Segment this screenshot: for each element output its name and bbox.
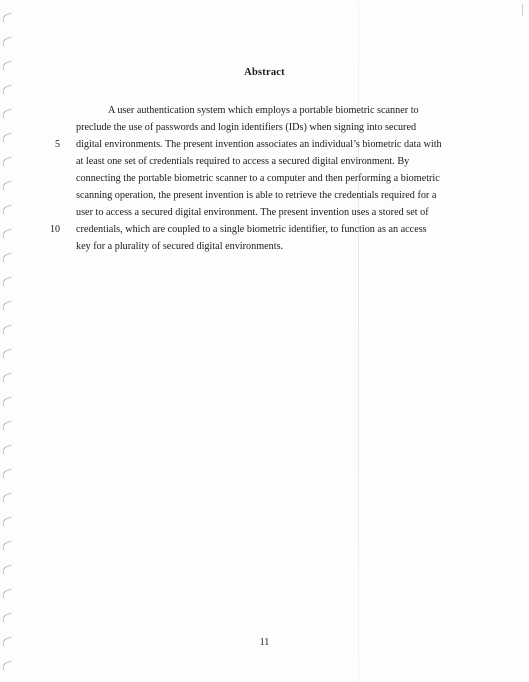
abstract-line-7: user to access a secured digital environment. The present invention uses a stored set of	[76, 207, 429, 218]
abstract-heading: Abstract	[244, 67, 285, 78]
abstract-line-8: credentials, which are coupled to a single biometric identifier, to function as an access	[76, 224, 427, 235]
abstract-line-2: preclude the use of passwords and login identifiers (IDs) when signing into secured	[76, 122, 417, 133]
line-number-10: 10	[50, 224, 60, 235]
abstract-line-6: scanning operation, the present invention is able to retrieve the credentials required for a	[76, 190, 437, 201]
abstract-line-1: A user authentication system which employs a portable biometric scanner to	[108, 105, 419, 116]
line-number-5: 5	[55, 139, 60, 150]
abstract-paragraph	[76, 102, 461, 255]
binding-marks	[2, 8, 16, 678]
page-number: 11	[259, 637, 270, 648]
corner-mark	[514, 4, 523, 16]
abstract-line-3: digital environments. The present invention associates an individual’s biometric data with	[76, 139, 442, 150]
abstract-line-5: connecting the portable biometric scanner to a computer and then performing a biometric	[76, 173, 440, 184]
abstract-line-9: key for a plurality of secured digital environments.	[76, 241, 284, 252]
abstract-line-4: at least one set of credentials required to access a secured digital environment. By	[76, 156, 410, 167]
